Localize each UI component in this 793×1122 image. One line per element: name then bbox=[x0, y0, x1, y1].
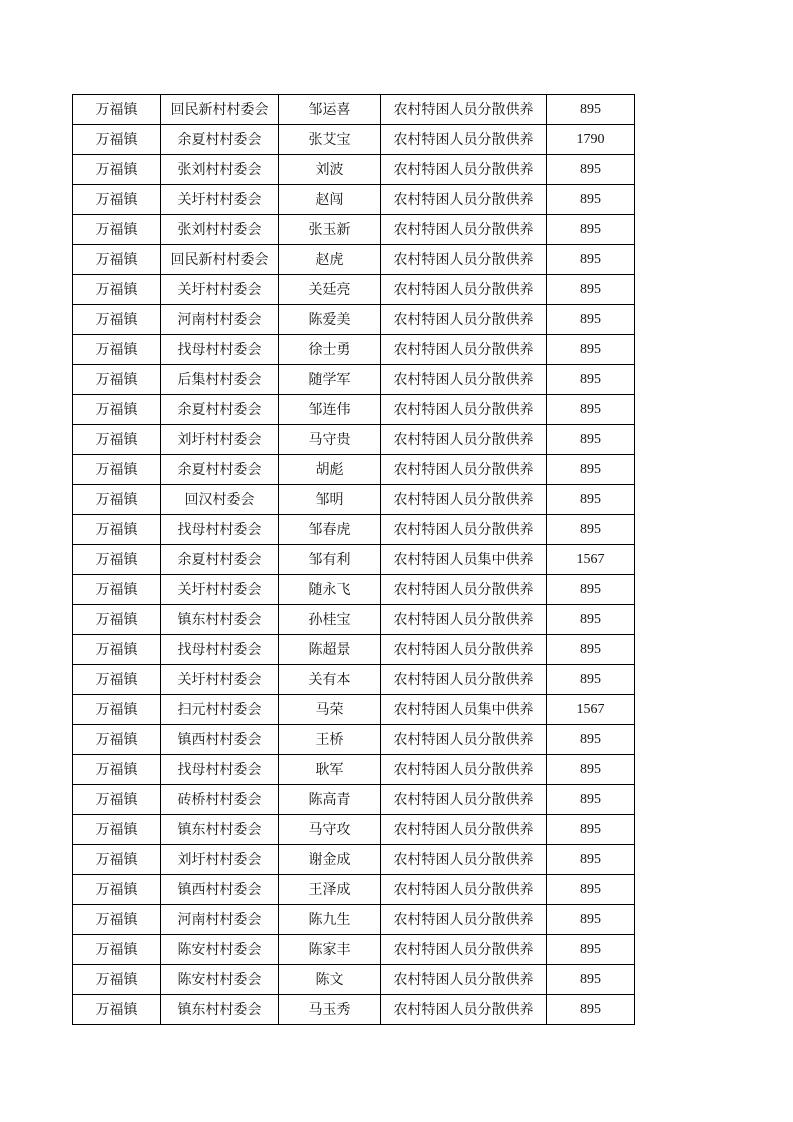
table-row bbox=[73, 155, 635, 185]
person-name-cell: 关有本 bbox=[279, 665, 381, 695]
village-committee-cell: 镇东村村委会 bbox=[161, 815, 279, 845]
person-name-cell: 关廷亮 bbox=[279, 275, 381, 305]
town-cell: 万福镇 bbox=[73, 515, 161, 545]
village-committee-cell: 余夏村村委会 bbox=[161, 125, 279, 155]
person-name-cell: 马荣 bbox=[279, 695, 381, 725]
village-committee-cell: 张刘村村委会 bbox=[161, 155, 279, 185]
support-type-cell: 农村特困人员分散供养 bbox=[381, 275, 547, 305]
support-type-cell: 农村特困人员分散供养 bbox=[381, 995, 547, 1025]
table-row bbox=[73, 725, 635, 755]
table-body bbox=[73, 95, 635, 1025]
table-row bbox=[73, 995, 635, 1025]
amount-cell: 895 bbox=[547, 365, 635, 395]
person-name-cell: 邹运喜 bbox=[279, 95, 381, 125]
support-type-cell: 农村特困人员分散供养 bbox=[381, 725, 547, 755]
village-committee-cell: 镇西村村委会 bbox=[161, 875, 279, 905]
village-committee-cell: 河南村村委会 bbox=[161, 305, 279, 335]
person-name-cell: 邹连伟 bbox=[279, 395, 381, 425]
table-row bbox=[73, 755, 635, 785]
town-cell: 万福镇 bbox=[73, 395, 161, 425]
village-committee-cell: 找母村村委会 bbox=[161, 335, 279, 365]
table-row bbox=[73, 425, 635, 455]
village-committee-cell: 回汉村委会 bbox=[161, 485, 279, 515]
support-type-cell: 农村特困人员分散供养 bbox=[381, 635, 547, 665]
village-committee-cell: 关圩村村委会 bbox=[161, 185, 279, 215]
town-cell: 万福镇 bbox=[73, 605, 161, 635]
town-cell: 万福镇 bbox=[73, 275, 161, 305]
town-cell: 万福镇 bbox=[73, 365, 161, 395]
amount-cell: 895 bbox=[547, 185, 635, 215]
person-name-cell: 王泽成 bbox=[279, 875, 381, 905]
person-name-cell: 张艾宝 bbox=[279, 125, 381, 155]
support-type-cell: 农村特困人员分散供养 bbox=[381, 215, 547, 245]
person-name-cell: 邹有利 bbox=[279, 545, 381, 575]
amount-cell: 895 bbox=[547, 905, 635, 935]
support-type-cell: 农村特困人员分散供养 bbox=[381, 185, 547, 215]
amount-cell: 895 bbox=[547, 875, 635, 905]
town-cell: 万福镇 bbox=[73, 935, 161, 965]
person-name-cell: 张玉新 bbox=[279, 215, 381, 245]
person-name-cell: 赵虎 bbox=[279, 245, 381, 275]
town-cell: 万福镇 bbox=[73, 995, 161, 1025]
support-type-cell: 农村特困人员分散供养 bbox=[381, 95, 547, 125]
support-type-cell: 农村特困人员分散供养 bbox=[381, 485, 547, 515]
village-committee-cell: 镇西村村委会 bbox=[161, 725, 279, 755]
amount-cell: 895 bbox=[547, 995, 635, 1025]
support-type-cell: 农村特困人员分散供养 bbox=[381, 605, 547, 635]
amount-cell: 1567 bbox=[547, 695, 635, 725]
support-type-cell: 农村特困人员分散供养 bbox=[381, 125, 547, 155]
amount-cell: 895 bbox=[547, 965, 635, 995]
village-committee-cell: 砖桥村村委会 bbox=[161, 785, 279, 815]
town-cell: 万福镇 bbox=[73, 485, 161, 515]
person-name-cell: 随永飞 bbox=[279, 575, 381, 605]
table-row bbox=[73, 785, 635, 815]
town-cell: 万福镇 bbox=[73, 845, 161, 875]
table-row bbox=[73, 335, 635, 365]
support-type-cell: 农村特困人员分散供养 bbox=[381, 155, 547, 185]
town-cell: 万福镇 bbox=[73, 875, 161, 905]
amount-cell: 895 bbox=[547, 335, 635, 365]
person-name-cell: 陈九生 bbox=[279, 905, 381, 935]
village-committee-cell: 找母村村委会 bbox=[161, 635, 279, 665]
village-committee-cell: 河南村村委会 bbox=[161, 905, 279, 935]
support-type-cell: 农村特困人员分散供养 bbox=[381, 455, 547, 485]
village-committee-cell: 余夏村村委会 bbox=[161, 455, 279, 485]
village-committee-cell: 刘圩村村委会 bbox=[161, 845, 279, 875]
table-row bbox=[73, 215, 635, 245]
support-type-cell: 农村特困人员分散供养 bbox=[381, 755, 547, 785]
village-committee-cell: 张刘村村委会 bbox=[161, 215, 279, 245]
table-row bbox=[73, 245, 635, 275]
table-row bbox=[73, 485, 635, 515]
amount-cell: 895 bbox=[547, 815, 635, 845]
support-type-cell: 农村特困人员分散供养 bbox=[381, 845, 547, 875]
village-committee-cell: 回民新村村委会 bbox=[161, 95, 279, 125]
person-name-cell: 刘波 bbox=[279, 155, 381, 185]
village-committee-cell: 陈安村村委会 bbox=[161, 935, 279, 965]
table-row bbox=[73, 635, 635, 665]
table-row bbox=[73, 695, 635, 725]
person-name-cell: 胡彪 bbox=[279, 455, 381, 485]
town-cell: 万福镇 bbox=[73, 245, 161, 275]
table-row bbox=[73, 935, 635, 965]
table-row bbox=[73, 605, 635, 635]
support-type-cell: 农村特困人员分散供养 bbox=[381, 875, 547, 905]
support-type-cell: 农村特困人员分散供养 bbox=[381, 815, 547, 845]
table-row bbox=[73, 305, 635, 335]
village-committee-cell: 陈安村村委会 bbox=[161, 965, 279, 995]
person-name-cell: 马守攻 bbox=[279, 815, 381, 845]
town-cell: 万福镇 bbox=[73, 155, 161, 185]
person-name-cell: 耿军 bbox=[279, 755, 381, 785]
village-committee-cell: 找母村村委会 bbox=[161, 515, 279, 545]
town-cell: 万福镇 bbox=[73, 545, 161, 575]
table-row bbox=[73, 185, 635, 215]
amount-cell: 895 bbox=[547, 485, 635, 515]
support-type-cell: 农村特困人员分散供养 bbox=[381, 425, 547, 455]
support-type-cell: 农村特困人员集中供养 bbox=[381, 695, 547, 725]
amount-cell: 895 bbox=[547, 245, 635, 275]
support-type-cell: 农村特困人员分散供养 bbox=[381, 305, 547, 335]
person-name-cell: 邹春虎 bbox=[279, 515, 381, 545]
village-committee-cell: 扫元村村委会 bbox=[161, 695, 279, 725]
table-row bbox=[73, 815, 635, 845]
support-type-cell: 农村特困人员分散供养 bbox=[381, 905, 547, 935]
amount-cell: 895 bbox=[547, 635, 635, 665]
table-row bbox=[73, 665, 635, 695]
support-type-cell: 农村特困人员分散供养 bbox=[381, 785, 547, 815]
village-committee-cell: 后集村村委会 bbox=[161, 365, 279, 395]
amount-cell: 895 bbox=[547, 755, 635, 785]
support-type-cell: 农村特困人员分散供养 bbox=[381, 665, 547, 695]
relief-table bbox=[72, 94, 635, 1025]
person-name-cell: 徐士勇 bbox=[279, 335, 381, 365]
town-cell: 万福镇 bbox=[73, 215, 161, 245]
person-name-cell: 陈超景 bbox=[279, 635, 381, 665]
support-type-cell: 农村特困人员分散供养 bbox=[381, 515, 547, 545]
table-row bbox=[73, 275, 635, 305]
amount-cell: 1790 bbox=[547, 125, 635, 155]
amount-cell: 895 bbox=[547, 455, 635, 485]
village-committee-cell: 镇东村村委会 bbox=[161, 995, 279, 1025]
table-row bbox=[73, 365, 635, 395]
amount-cell: 895 bbox=[547, 95, 635, 125]
town-cell: 万福镇 bbox=[73, 425, 161, 455]
town-cell: 万福镇 bbox=[73, 905, 161, 935]
amount-cell: 895 bbox=[547, 215, 635, 245]
amount-cell: 895 bbox=[547, 725, 635, 755]
town-cell: 万福镇 bbox=[73, 95, 161, 125]
support-type-cell: 农村特困人员分散供养 bbox=[381, 245, 547, 275]
amount-cell: 895 bbox=[547, 935, 635, 965]
amount-cell: 895 bbox=[547, 155, 635, 185]
amount-cell: 895 bbox=[547, 605, 635, 635]
amount-cell: 895 bbox=[547, 515, 635, 545]
person-name-cell: 陈文 bbox=[279, 965, 381, 995]
town-cell: 万福镇 bbox=[73, 125, 161, 155]
table-row bbox=[73, 125, 635, 155]
amount-cell: 895 bbox=[547, 785, 635, 815]
town-cell: 万福镇 bbox=[73, 815, 161, 845]
table-row bbox=[73, 545, 635, 575]
amount-cell: 895 bbox=[547, 425, 635, 455]
amount-cell: 895 bbox=[547, 575, 635, 605]
amount-cell: 895 bbox=[547, 395, 635, 425]
village-committee-cell: 关圩村村委会 bbox=[161, 275, 279, 305]
village-committee-cell: 关圩村村委会 bbox=[161, 575, 279, 605]
table-row bbox=[73, 875, 635, 905]
table-row bbox=[73, 95, 635, 125]
amount-cell: 895 bbox=[547, 665, 635, 695]
table-row bbox=[73, 575, 635, 605]
table-row bbox=[73, 395, 635, 425]
table-row bbox=[73, 515, 635, 545]
support-type-cell: 农村特困人员分散供养 bbox=[381, 575, 547, 605]
town-cell: 万福镇 bbox=[73, 185, 161, 215]
support-type-cell: 农村特困人员集中供养 bbox=[381, 545, 547, 575]
support-type-cell: 农村特困人员分散供养 bbox=[381, 335, 547, 365]
person-name-cell: 陈爱美 bbox=[279, 305, 381, 335]
support-type-cell: 农村特困人员分散供养 bbox=[381, 395, 547, 425]
person-name-cell: 邹明 bbox=[279, 485, 381, 515]
town-cell: 万福镇 bbox=[73, 335, 161, 365]
town-cell: 万福镇 bbox=[73, 965, 161, 995]
support-type-cell: 农村特困人员分散供养 bbox=[381, 965, 547, 995]
amount-cell: 895 bbox=[547, 305, 635, 335]
town-cell: 万福镇 bbox=[73, 665, 161, 695]
amount-cell: 1567 bbox=[547, 545, 635, 575]
table-row bbox=[73, 845, 635, 875]
town-cell: 万福镇 bbox=[73, 785, 161, 815]
person-name-cell: 马守贵 bbox=[279, 425, 381, 455]
person-name-cell: 陈高青 bbox=[279, 785, 381, 815]
town-cell: 万福镇 bbox=[73, 635, 161, 665]
village-committee-cell: 刘圩村村委会 bbox=[161, 425, 279, 455]
village-committee-cell: 回民新村村委会 bbox=[161, 245, 279, 275]
village-committee-cell: 镇东村村委会 bbox=[161, 605, 279, 635]
person-name-cell: 随学军 bbox=[279, 365, 381, 395]
town-cell: 万福镇 bbox=[73, 305, 161, 335]
table-row bbox=[73, 455, 635, 485]
town-cell: 万福镇 bbox=[73, 755, 161, 785]
town-cell: 万福镇 bbox=[73, 455, 161, 485]
person-name-cell: 谢金成 bbox=[279, 845, 381, 875]
town-cell: 万福镇 bbox=[73, 575, 161, 605]
village-committee-cell: 关圩村村委会 bbox=[161, 665, 279, 695]
town-cell: 万福镇 bbox=[73, 695, 161, 725]
person-name-cell: 王桥 bbox=[279, 725, 381, 755]
amount-cell: 895 bbox=[547, 275, 635, 305]
person-name-cell: 陈家丰 bbox=[279, 935, 381, 965]
table-row bbox=[73, 905, 635, 935]
person-name-cell: 孙桂宝 bbox=[279, 605, 381, 635]
town-cell: 万福镇 bbox=[73, 725, 161, 755]
village-committee-cell: 余夏村村委会 bbox=[161, 545, 279, 575]
person-name-cell: 赵闯 bbox=[279, 185, 381, 215]
table-row bbox=[73, 965, 635, 995]
support-type-cell: 农村特困人员分散供养 bbox=[381, 935, 547, 965]
village-committee-cell: 找母村村委会 bbox=[161, 755, 279, 785]
village-committee-cell: 余夏村村委会 bbox=[161, 395, 279, 425]
person-name-cell: 马玉秀 bbox=[279, 995, 381, 1025]
support-type-cell: 农村特困人员分散供养 bbox=[381, 365, 547, 395]
amount-cell: 895 bbox=[547, 845, 635, 875]
